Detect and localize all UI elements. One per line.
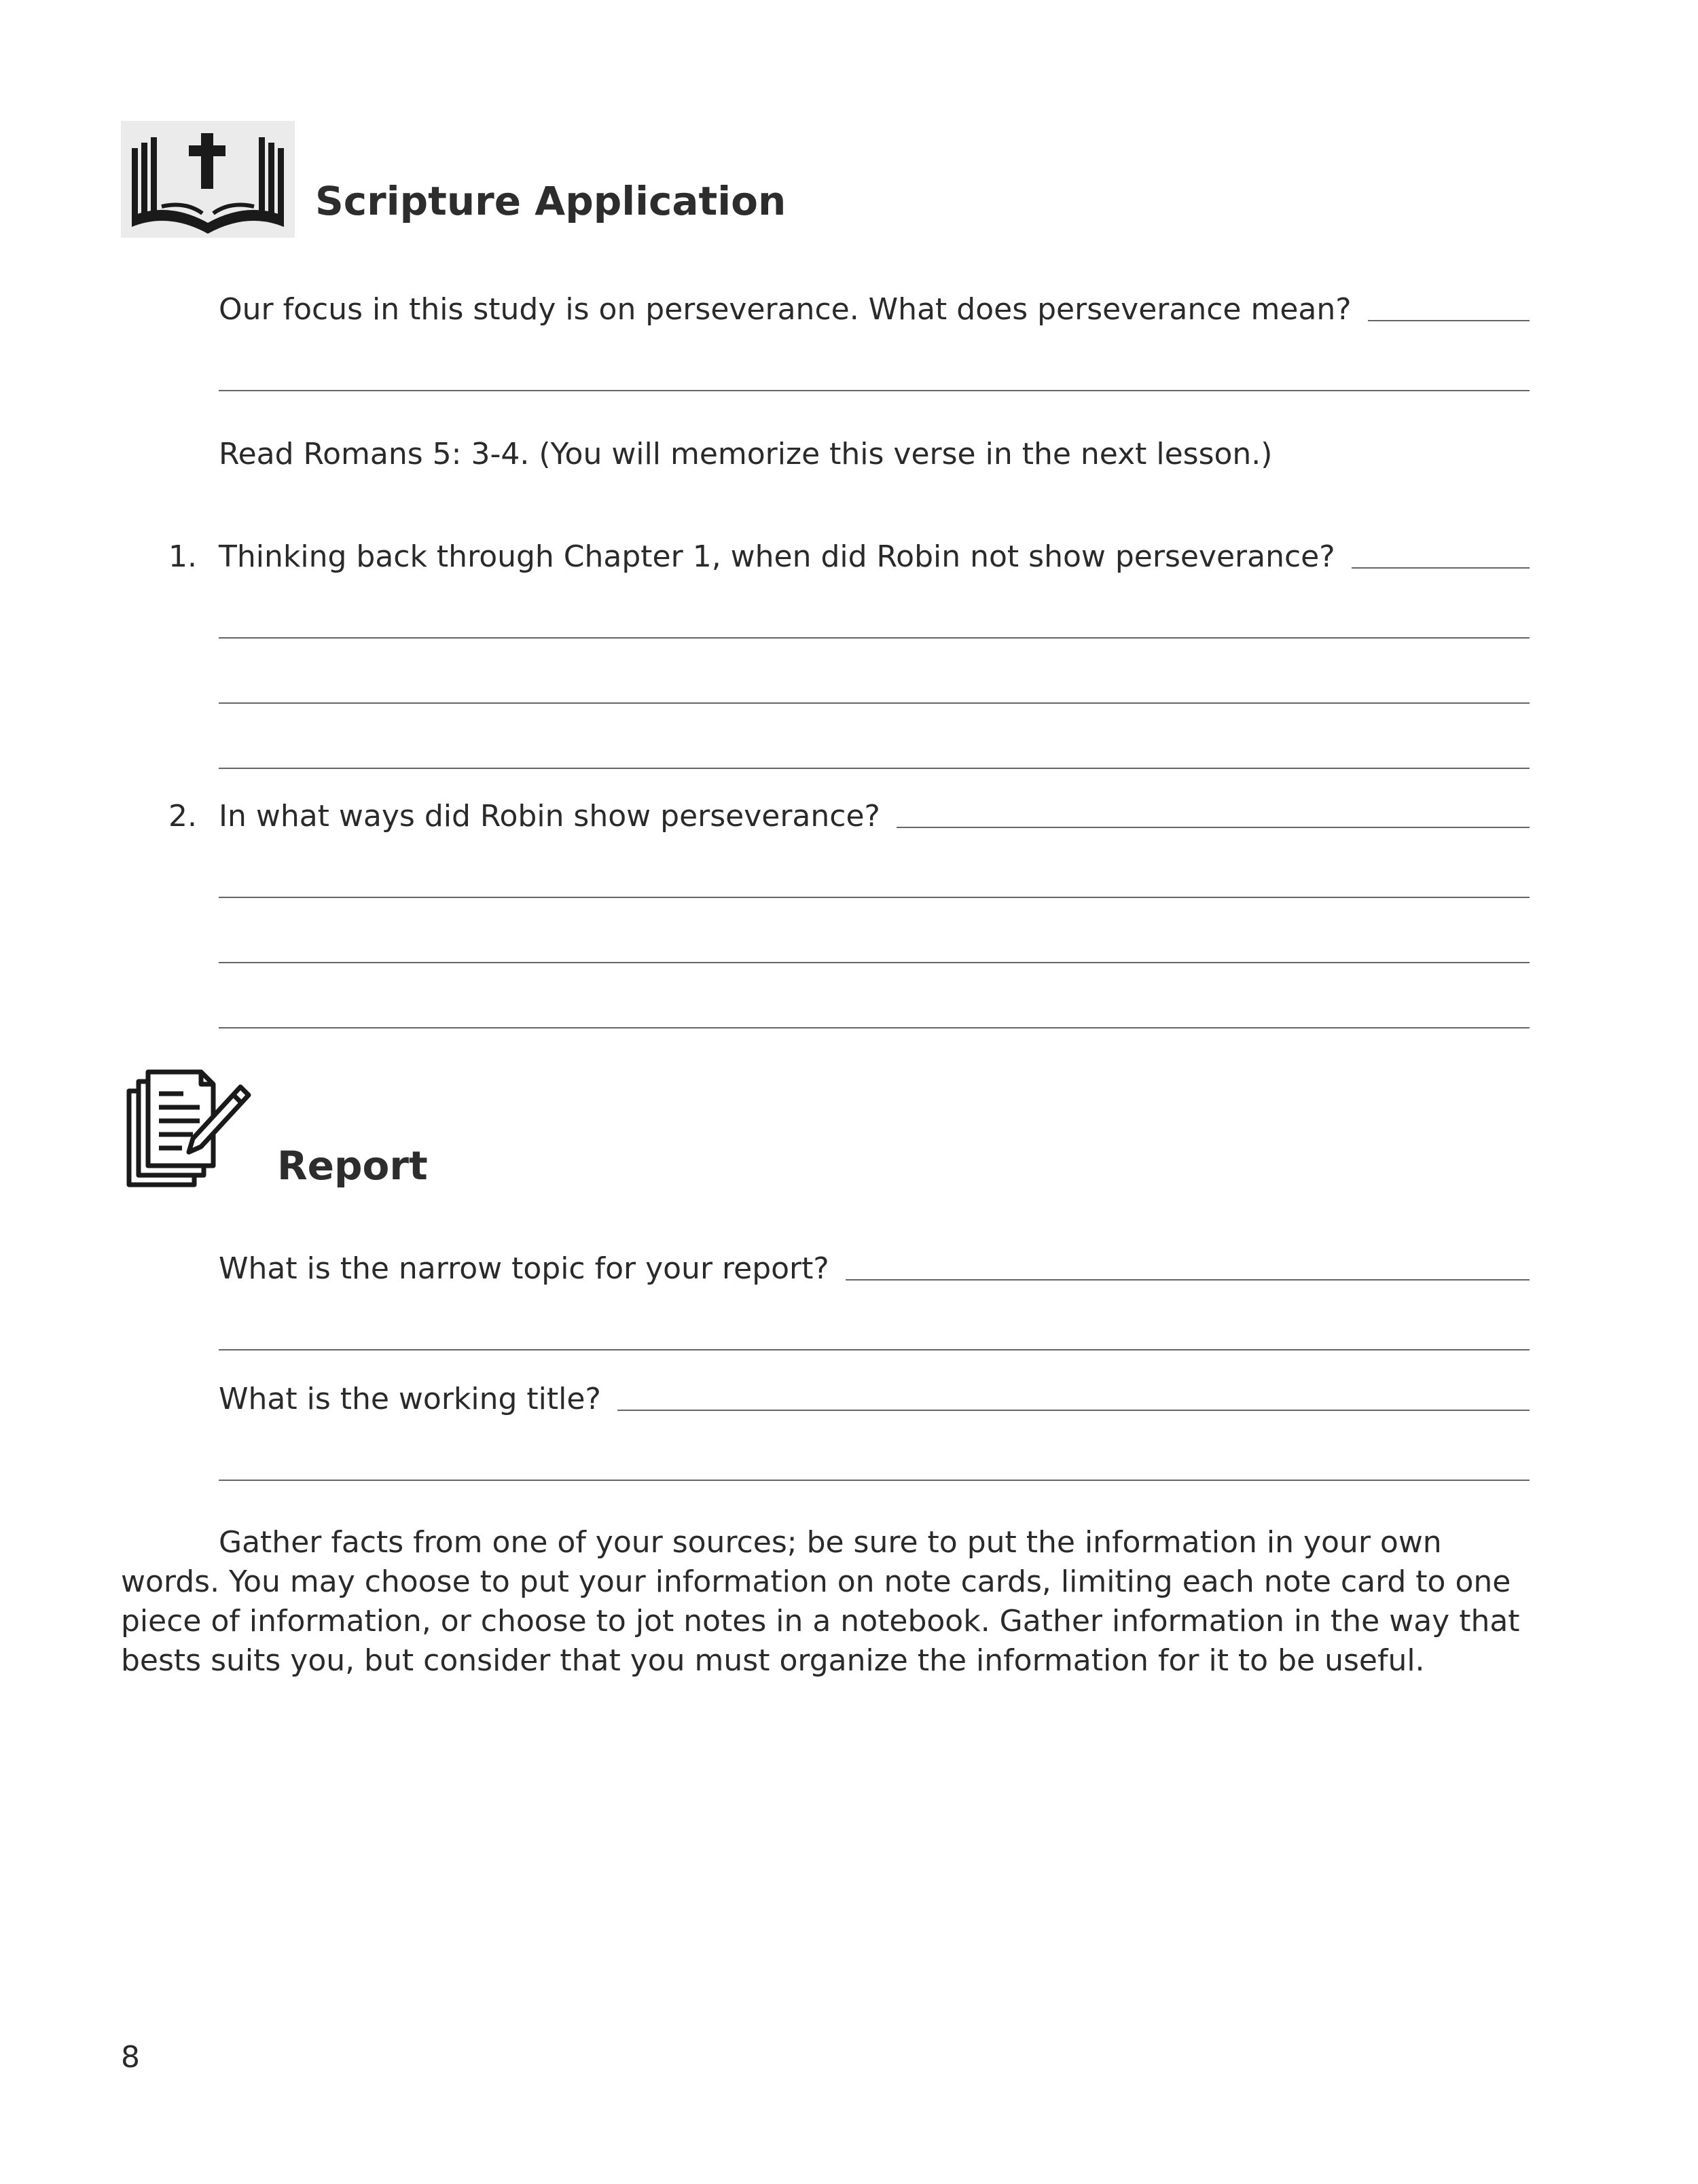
report-instructions-text: Gather facts from one of your sources; be sure to put the information in your own words. You may choose to put your information on note cards, limiting each note card to one piece of information, or choose to jot notes in a notebook. Gather information in the way that bests suits you, but consider that you must organize the information for it to be useful. [121, 1525, 1520, 1678]
answer-blank[interactable] [1352, 567, 1530, 569]
answer-blank[interactable] [617, 1409, 1530, 1411]
topic-question-text: What is the narrow topic for your report? [219, 1251, 829, 1286]
document-pencil-icon [125, 1068, 254, 1190]
reading-instruction: Read Romans 5: 3-4. (You will memorize this verse in the next lesson.) [219, 437, 1273, 471]
answer-blank[interactable] [897, 826, 1530, 828]
intro-question-line[interactable] [219, 292, 1530, 327]
question-1-line[interactable] [219, 539, 1530, 574]
title-question-text: What is the working title? [219, 1382, 601, 1416]
answer-line[interactable] [219, 390, 1530, 391]
answer-line[interactable] [219, 637, 1530, 639]
topic-question-line[interactable] [219, 1251, 1530, 1286]
answer-blank[interactable] [1368, 319, 1530, 321]
title-question-line[interactable] [219, 1382, 1530, 1416]
answer-blank[interactable] [846, 1278, 1530, 1281]
open-bible-cross-icon [121, 121, 295, 238]
answer-line[interactable] [219, 1349, 1530, 1350]
answer-line[interactable] [219, 702, 1530, 704]
answer-line[interactable] [219, 1027, 1530, 1028]
intro-question-text: Our focus in this study is on perseverance. What does perseverance mean? [219, 292, 1352, 327]
scripture-heading: Scripture Application [315, 178, 787, 224]
answer-line[interactable] [219, 1480, 1530, 1481]
report-instructions [121, 1523, 1530, 1681]
report-heading: Report [277, 1143, 428, 1189]
answer-line[interactable] [219, 768, 1530, 769]
question-1-text: Thinking back through Chapter 1, when did Robin not show perseverance? [219, 539, 1335, 574]
answer-line[interactable] [219, 962, 1530, 963]
question-2-line[interactable] [219, 799, 1530, 834]
page-number: 8 [121, 2040, 140, 2075]
question-2-text: In what ways did Robin show perseverance? [219, 799, 880, 834]
question-number: 1. [168, 539, 197, 574]
answer-line[interactable] [219, 897, 1530, 898]
question-number: 2. [168, 799, 197, 834]
